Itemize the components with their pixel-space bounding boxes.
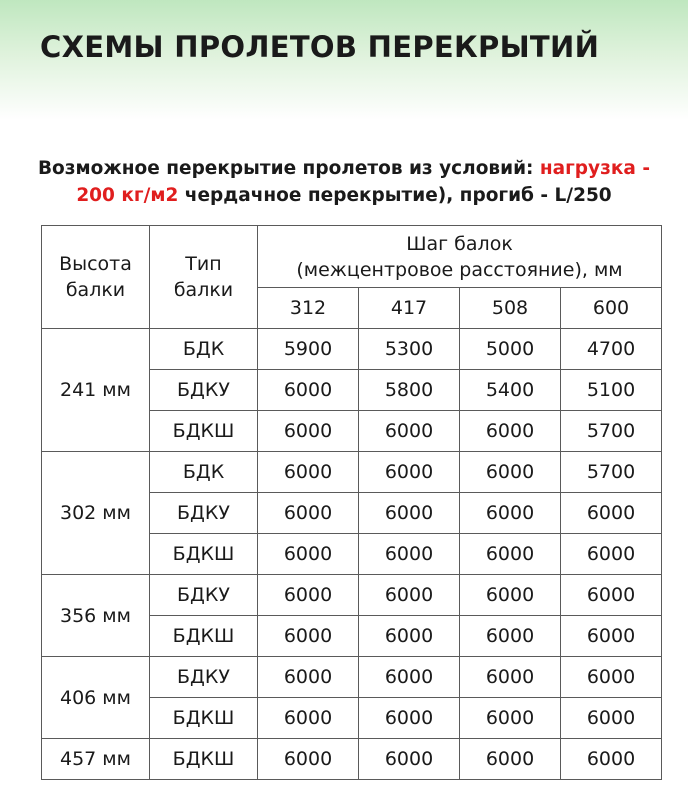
table-row xyxy=(42,739,662,780)
value-cell: 5400 xyxy=(460,370,561,411)
value-cell: 6000 xyxy=(561,657,662,698)
header-step-subtitle: (межцентровое расстояние), мм xyxy=(296,258,623,281)
value-cell: 6000 xyxy=(561,616,662,657)
header-step-value: 508 xyxy=(460,288,561,329)
beam-type-cell: БДКШ xyxy=(150,698,258,739)
header-beam-height: Высота балки xyxy=(42,226,150,329)
beam-height-cell: 356 мм xyxy=(42,575,150,657)
value-cell: 6000 xyxy=(460,739,561,780)
value-cell: 6000 xyxy=(460,452,561,493)
beam-type-cell: БДК xyxy=(150,329,258,370)
value-cell: 6000 xyxy=(258,657,359,698)
value-cell: 6000 xyxy=(359,411,460,452)
header-step-value: 312 xyxy=(258,288,359,329)
page-title: СХЕМЫ ПРОЛЕТОВ ПЕРЕКРЫТИЙ xyxy=(40,30,600,64)
beam-type-cell: БДКУ xyxy=(150,493,258,534)
value-cell: 6000 xyxy=(561,698,662,739)
header-step-value: 600 xyxy=(561,288,662,329)
header-step-title: Шаг балок xyxy=(406,232,513,255)
value-cell: 6000 xyxy=(359,452,460,493)
header-beam-type: Тип балки xyxy=(150,226,258,329)
beam-height-cell: 241 мм xyxy=(42,329,150,452)
value-cell: 6000 xyxy=(460,534,561,575)
value-cell: 6000 xyxy=(359,534,460,575)
span-table xyxy=(41,225,662,780)
value-cell: 6000 xyxy=(258,452,359,493)
value-cell: 5100 xyxy=(561,370,662,411)
value-cell: 6000 xyxy=(561,575,662,616)
value-cell: 5700 xyxy=(561,452,662,493)
beam-type-cell: БДКУ xyxy=(150,575,258,616)
beam-type-cell: БДКУ xyxy=(150,657,258,698)
value-cell: 5700 xyxy=(561,411,662,452)
value-cell: 6000 xyxy=(561,534,662,575)
table-row xyxy=(42,329,662,370)
table-row xyxy=(42,657,662,698)
value-cell: 6000 xyxy=(258,411,359,452)
beam-height-cell: 406 мм xyxy=(42,657,150,739)
value-cell: 6000 xyxy=(460,698,561,739)
value-cell: 6000 xyxy=(258,739,359,780)
value-cell: 5900 xyxy=(258,329,359,370)
beam-type-cell: БДКУ xyxy=(150,370,258,411)
header-step-value: 417 xyxy=(359,288,460,329)
value-cell: 6000 xyxy=(258,575,359,616)
beam-height-cell: 457 мм xyxy=(42,739,150,780)
value-cell: 5800 xyxy=(359,370,460,411)
subtitle-text-end: чердачное перекрытие), прогиб - L/250 xyxy=(178,185,612,206)
value-cell: 6000 xyxy=(258,534,359,575)
value-cell: 6000 xyxy=(258,493,359,534)
value-cell: 6000 xyxy=(561,739,662,780)
value-cell: 6000 xyxy=(359,616,460,657)
beam-type-cell: БДКШ xyxy=(150,739,258,780)
value-cell: 6000 xyxy=(258,616,359,657)
value-cell: 5000 xyxy=(460,329,561,370)
header-beam-step xyxy=(258,226,662,288)
value-cell: 6000 xyxy=(460,575,561,616)
beam-type-cell: БДКШ xyxy=(150,411,258,452)
value-cell: 6000 xyxy=(258,698,359,739)
subtitle-text: Возможное перекрытие пролетов из условий: xyxy=(37,158,540,179)
value-cell: 6000 xyxy=(460,616,561,657)
value-cell: 6000 xyxy=(359,739,460,780)
value-cell: 6000 xyxy=(359,575,460,616)
table-row xyxy=(42,452,662,493)
value-cell: 6000 xyxy=(359,698,460,739)
value-cell: 6000 xyxy=(258,370,359,411)
table-row xyxy=(42,575,662,616)
value-cell: 6000 xyxy=(460,657,561,698)
value-cell: 4700 xyxy=(561,329,662,370)
subtitle xyxy=(30,155,658,209)
beam-type-cell: БДКШ xyxy=(150,534,258,575)
subtitle-load-highlight: нагрузка - 200 кг/м2 xyxy=(76,158,651,206)
beam-height-cell: 302 мм xyxy=(42,452,150,575)
beam-type-cell: БДКШ xyxy=(150,616,258,657)
value-cell: 6000 xyxy=(460,493,561,534)
value-cell: 6000 xyxy=(561,493,662,534)
value-cell: 5300 xyxy=(359,329,460,370)
value-cell: 6000 xyxy=(359,657,460,698)
beam-type-cell: БДК xyxy=(150,452,258,493)
value-cell: 6000 xyxy=(460,411,561,452)
value-cell: 6000 xyxy=(359,493,460,534)
